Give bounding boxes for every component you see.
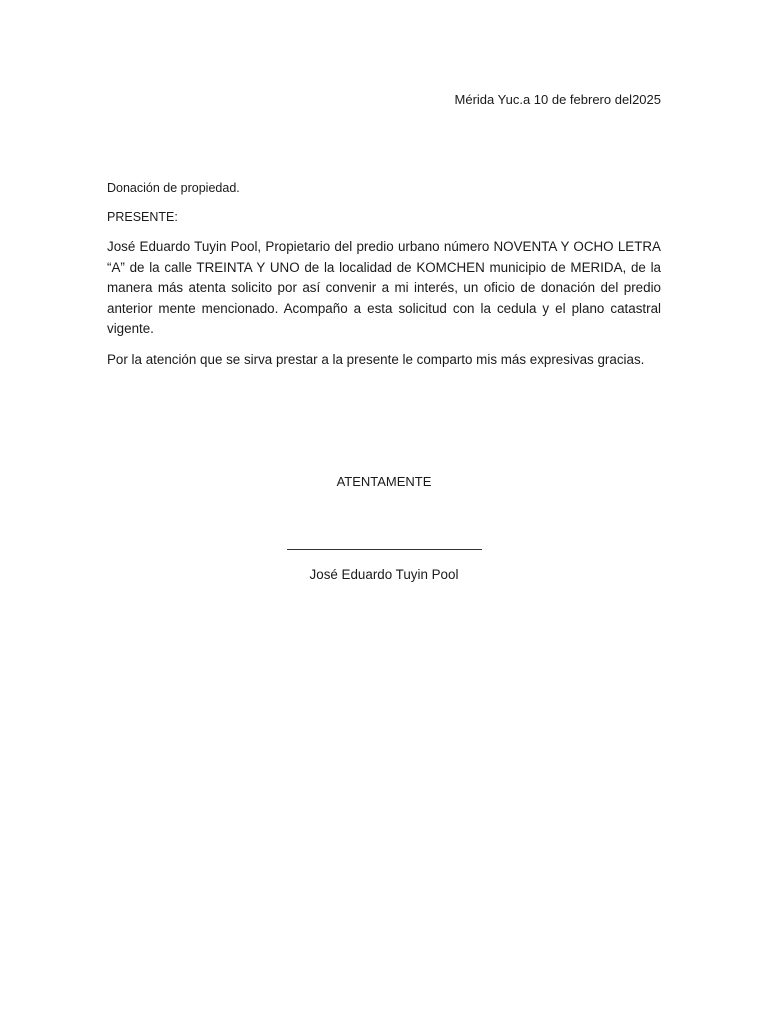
- closing-paragraph: Por la atención que se sirva prestar a la presente le comparto mis más expresivas gracias.: [107, 352, 645, 367]
- sign-off: ATENTAMENTE: [336, 474, 432, 489]
- signatory-name: José Eduardo Tuyin Pool: [309, 567, 459, 582]
- body-paragraph: José Eduardo Tuyin Pool, Propietario del predio urbano número NOVENTA Y OCHO LETRA “A” de la calle TREINTA Y UNO de la localidad de KOMCHEN municipio de MERIDA, de la manera más atenta solicito por así convenir a mi interés, un oficio de donación del predio anterior mente mencionado. Acompaño a esta solicitud con la cedula y el plano catastral vigente.: [107, 239, 661, 336]
- date-line: Mérida Yuc.a 10 de febrero del2025: [454, 92, 661, 107]
- signature-line: [287, 549, 482, 550]
- greeting: PRESENTE:: [107, 210, 178, 224]
- subject-line: Donación de propiedad.: [107, 181, 240, 195]
